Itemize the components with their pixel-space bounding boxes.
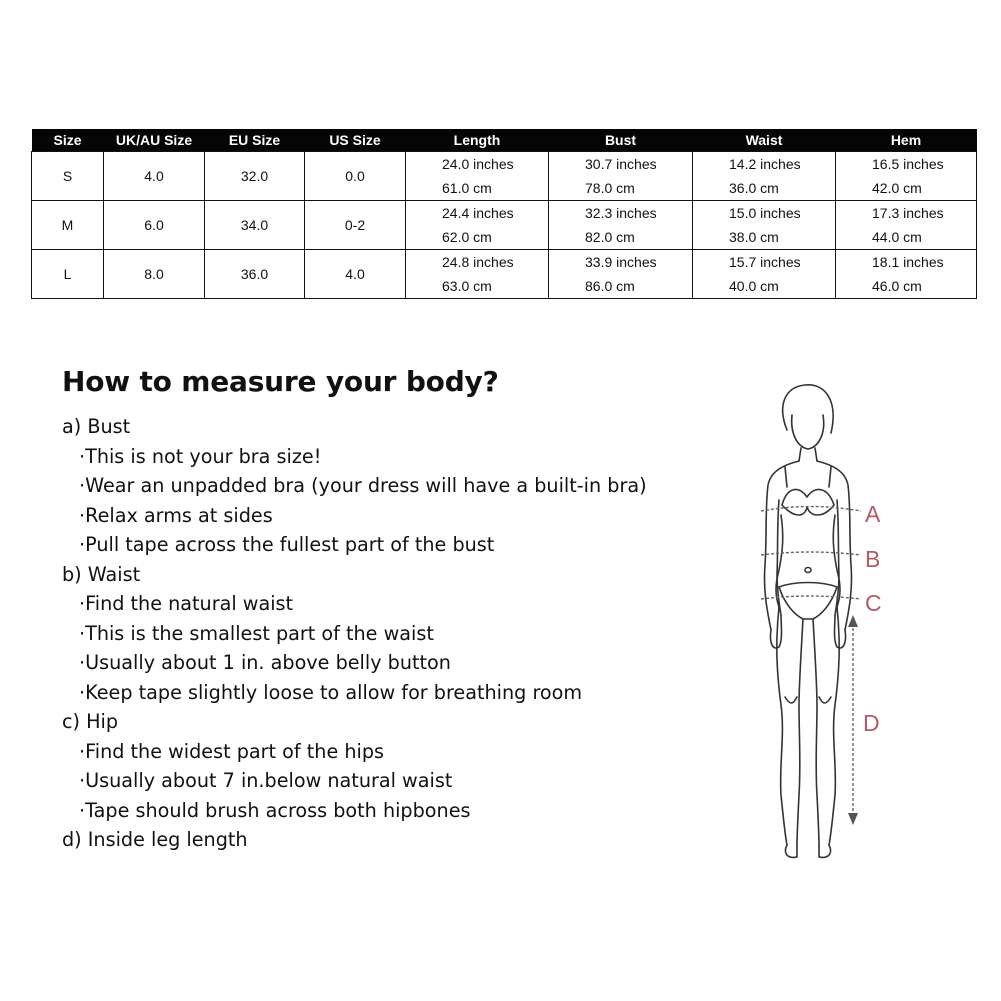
instruction-item: ·Find the natural waist: [79, 592, 294, 615]
header-uk-au-size: UK/AU Size: [104, 129, 205, 152]
instruction-item: ·Keep tape slightly loose to allow for breathing room: [79, 680, 583, 704]
instruction-item: ·Wear an unpadded bra (your dress will have a built-in bra): [79, 474, 647, 497]
instruction-item: ·Usually about 7 in.below natural waist: [79, 769, 453, 792]
table-row: [32, 152, 977, 201]
waist-cm: 36.0 cm: [729, 180, 779, 196]
label-c: C: [865, 590, 882, 616]
waist-cm: 38.0 cm: [729, 229, 779, 245]
cell-size: L: [32, 250, 104, 299]
bust-inches: 32.3 inches: [585, 205, 657, 221]
length-cm: 63.0 cm: [442, 278, 492, 294]
waist-cm: 40.0 cm: [729, 278, 779, 294]
header-bust: Bust: [549, 129, 693, 152]
instruction-item: ·Tape should brush across both hipbones: [79, 798, 471, 822]
header-length: Length: [406, 129, 549, 152]
cell-hem: [836, 201, 977, 250]
guide-title: How to measure your body?: [62, 365, 499, 398]
waist-inches: 14.2 inches: [729, 156, 801, 172]
label-d: D: [863, 710, 880, 736]
cell-bust: [549, 152, 693, 201]
label-a: A: [865, 501, 881, 527]
length-inches: 24.4 inches: [442, 205, 514, 221]
cell-waist: [693, 250, 836, 299]
length-inches: 24.8 inches: [442, 254, 514, 270]
table-row: [32, 250, 977, 299]
instruction-item: ·Relax arms at sides: [79, 503, 273, 527]
cell-uk-au: 8.0: [104, 250, 205, 299]
cell-size: M: [32, 201, 104, 250]
hem-inches: 16.5 inches: [872, 156, 944, 172]
instruction-item: ·This is the smallest part of the waist: [79, 621, 434, 645]
bust-cm: 82.0 cm: [585, 229, 635, 245]
body-measurement-figure: [735, 375, 905, 865]
cell-us: 0-2: [305, 201, 406, 250]
cell-length: [406, 250, 549, 299]
hem-cm: 42.0 cm: [872, 180, 922, 196]
section-heading-hip: c) Hip: [62, 710, 119, 733]
length-inches: 24.0 inches: [442, 156, 514, 172]
table-row: [32, 201, 977, 250]
cell-waist: [693, 201, 836, 250]
cell-size: S: [32, 152, 104, 201]
header-waist: Waist: [693, 129, 836, 152]
section-heading-bust: a) Bust: [62, 415, 131, 438]
hem-cm: 46.0 cm: [872, 278, 922, 294]
cell-eu: 32.0: [205, 152, 305, 201]
bust-inches: 30.7 inches: [585, 156, 657, 172]
hem-inches: 17.3 inches: [872, 205, 944, 221]
bust-cm: 78.0 cm: [585, 180, 635, 196]
length-cm: 61.0 cm: [442, 180, 492, 196]
cell-length: [406, 201, 549, 250]
cell-bust: [549, 201, 693, 250]
waist-inches: 15.7 inches: [729, 254, 801, 270]
cell-us: 0.0: [305, 152, 406, 201]
cell-us: 4.0: [305, 250, 406, 299]
cell-waist: [693, 152, 836, 201]
bust-cm: 86.0 cm: [585, 278, 635, 294]
measure-instructions: [62, 412, 722, 855]
size-chart-table: [31, 129, 977, 299]
instruction-item: ·Pull tape across the fullest part of the bust: [79, 533, 495, 556]
header-us-size: US Size: [305, 129, 406, 152]
instruction-item: ·Usually about 1 in. above belly button: [79, 651, 451, 674]
header-hem: Hem: [836, 129, 977, 152]
section-heading-waist: b) Waist: [62, 562, 141, 586]
hem-inches: 18.1 inches: [872, 254, 944, 270]
body-outline-illustration: [735, 375, 905, 865]
cell-hem: [836, 152, 977, 201]
cell-eu: 36.0: [205, 250, 305, 299]
label-b: B: [865, 546, 881, 572]
section-heading-inside-leg: d) Inside leg length: [62, 828, 248, 851]
header-eu-size: EU Size: [205, 129, 305, 152]
table-header-row: [32, 129, 977, 152]
instruction-item: ·This is not your bra size!: [79, 444, 322, 468]
cell-eu: 34.0: [205, 201, 305, 250]
cell-uk-au: 6.0: [104, 201, 205, 250]
instruction-item: ·Find the widest part of the hips: [79, 739, 385, 763]
length-cm: 62.0 cm: [442, 229, 492, 245]
waist-inches: 15.0 inches: [729, 205, 801, 221]
header-size: Size: [32, 129, 104, 152]
cell-length: [406, 152, 549, 201]
cell-uk-au: 4.0: [104, 152, 205, 201]
cell-hem: [836, 250, 977, 299]
cell-bust: [549, 250, 693, 299]
hem-cm: 44.0 cm: [872, 229, 922, 245]
bust-inches: 33.9 inches: [585, 254, 657, 270]
